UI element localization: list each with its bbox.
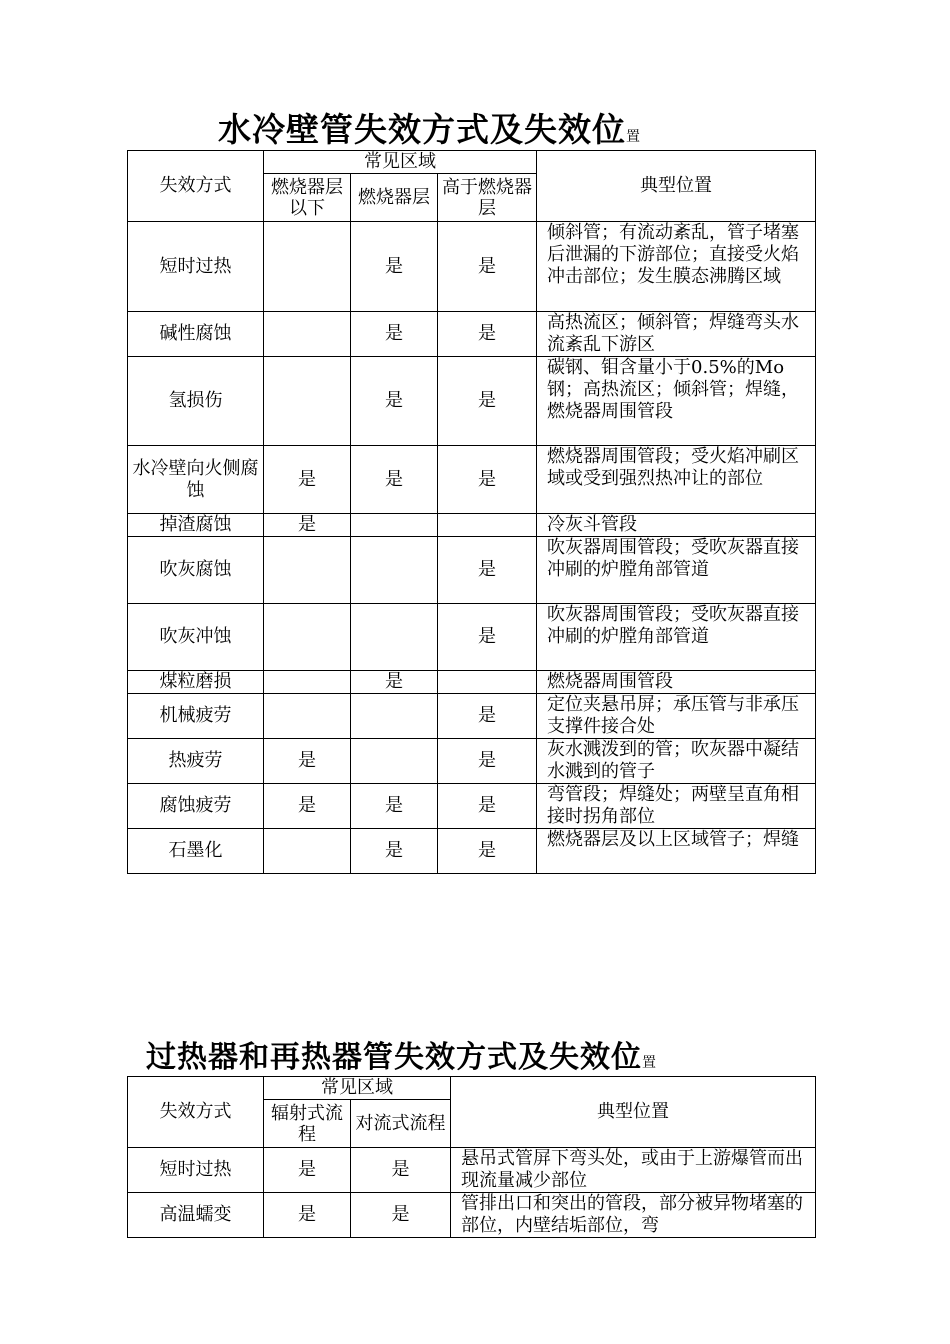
cell-below-burner bbox=[264, 604, 351, 671]
table-row bbox=[128, 1193, 816, 1238]
header-row bbox=[128, 151, 816, 174]
table-row bbox=[128, 694, 816, 739]
cell-above-burner: 是 bbox=[438, 357, 537, 446]
header-convective: 对流式流程 bbox=[351, 1100, 451, 1148]
cell-mode: 水冷壁向火侧腐蚀 bbox=[128, 446, 264, 514]
cell-below-burner bbox=[264, 312, 351, 357]
cell-mode: 煤粒磨损 bbox=[128, 671, 264, 694]
cell-location: 管排出口和突出的管段，部分被异物堵塞的部位，内壁结垢部位，弯 bbox=[451, 1193, 816, 1238]
cell-at-burner: 是 bbox=[351, 784, 438, 829]
cell-at-burner: 是 bbox=[351, 222, 438, 312]
cell-location: 碳钢、钼含量小于0.5%的Mo钢；高热流区；倾斜管；焊缝，燃烧器周围管段 bbox=[537, 357, 816, 446]
cell-above-burner: 是 bbox=[438, 784, 537, 829]
cell-at-burner: 是 bbox=[351, 312, 438, 357]
table-row bbox=[128, 671, 816, 694]
cell-at-burner: 是 bbox=[351, 829, 438, 874]
cell-at-burner: 是 bbox=[351, 357, 438, 446]
cell-radiant: 是 bbox=[264, 1148, 351, 1193]
cell-mode: 腐蚀疲劳 bbox=[128, 784, 264, 829]
cell-location: 高热流区；倾斜管；焊缝弯头水流紊乱下游区 bbox=[537, 312, 816, 357]
cell-above-burner: 是 bbox=[438, 694, 537, 739]
superheater-failure-table bbox=[127, 1076, 816, 1238]
table-row bbox=[128, 312, 816, 357]
cell-at-burner: 是 bbox=[351, 446, 438, 514]
table-row bbox=[128, 357, 816, 446]
cell-above-burner: 是 bbox=[438, 222, 537, 312]
header-above-burner: 高于燃烧器层 bbox=[438, 174, 537, 222]
cell-mode: 石墨化 bbox=[128, 829, 264, 874]
table-row bbox=[128, 784, 816, 829]
cell-below-burner: 是 bbox=[264, 739, 351, 784]
cell-radiant: 是 bbox=[264, 1193, 351, 1238]
header-row bbox=[128, 1077, 816, 1100]
header-location: 典型位置 bbox=[451, 1077, 816, 1148]
cell-mode: 吹灰腐蚀 bbox=[128, 537, 264, 604]
cell-above-burner: 是 bbox=[438, 739, 537, 784]
table-row bbox=[128, 829, 816, 874]
cell-below-burner bbox=[264, 357, 351, 446]
cell-location: 吹灰器周围管段；受吹灰器直接冲刷的炉膛角部管道 bbox=[537, 537, 816, 604]
header-mode: 失效方式 bbox=[128, 1077, 264, 1148]
cell-below-burner: 是 bbox=[264, 514, 351, 537]
waterwall-failure-table bbox=[127, 150, 816, 874]
cell-location: 弯管段；焊缝处；两壁呈直角相接时拐角部位 bbox=[537, 784, 816, 829]
cell-below-burner: 是 bbox=[264, 446, 351, 514]
cell-location: 燃烧器周围管段；受火焰冲刷区域或受到强烈热冲让的部位 bbox=[537, 446, 816, 514]
cell-above-burner: 是 bbox=[438, 829, 537, 874]
cell-location: 灰水溅泼到的管；吹灰器中凝结水溅到的管子 bbox=[537, 739, 816, 784]
cell-convective: 是 bbox=[351, 1193, 451, 1238]
cell-below-burner bbox=[264, 671, 351, 694]
header-radiant: 辐射式流程 bbox=[264, 1100, 351, 1148]
cell-mode: 碱性腐蚀 bbox=[128, 312, 264, 357]
cell-below-burner bbox=[264, 537, 351, 604]
header-below-burner: 燃烧器层以下 bbox=[264, 174, 351, 222]
cell-above-burner bbox=[438, 671, 537, 694]
cell-below-burner bbox=[264, 222, 351, 312]
table-row bbox=[128, 446, 816, 514]
header-location: 典型位置 bbox=[537, 151, 816, 222]
cell-location: 定位夹悬吊屏；承压管与非承压支撑件接合处 bbox=[537, 694, 816, 739]
cell-above-burner: 是 bbox=[438, 537, 537, 604]
cell-mode: 吹灰冲蚀 bbox=[128, 604, 264, 671]
header-region: 常见区域 bbox=[264, 1077, 451, 1100]
cell-mode: 短时过热 bbox=[128, 1148, 264, 1193]
header-at-burner: 燃烧器层 bbox=[351, 174, 438, 222]
page-title-waterwall bbox=[218, 104, 640, 151]
cell-above-burner bbox=[438, 514, 537, 537]
table-row bbox=[128, 514, 816, 537]
table-row bbox=[128, 604, 816, 671]
cell-at-burner bbox=[351, 537, 438, 604]
cell-mode: 热疲劳 bbox=[128, 739, 264, 784]
cell-at-burner bbox=[351, 694, 438, 739]
title-main: 水冷壁管失效方式及失效位 bbox=[218, 110, 626, 149]
title-tail: 置 bbox=[626, 129, 640, 145]
table-row bbox=[128, 1148, 816, 1193]
cell-at-burner bbox=[351, 514, 438, 537]
header-region: 常见区域 bbox=[264, 151, 537, 174]
cell-location: 燃烧器层及以上区域管子；焊缝 bbox=[537, 829, 816, 874]
cell-at-burner: 是 bbox=[351, 671, 438, 694]
cell-mode: 机械疲劳 bbox=[128, 694, 264, 739]
table-row bbox=[128, 739, 816, 784]
cell-mode: 短时过热 bbox=[128, 222, 264, 312]
cell-above-burner: 是 bbox=[438, 312, 537, 357]
cell-at-burner bbox=[351, 604, 438, 671]
cell-at-burner bbox=[351, 739, 438, 784]
cell-above-burner: 是 bbox=[438, 446, 537, 514]
title-main: 过热器和再热器管失效方式及失效位 bbox=[146, 1040, 642, 1075]
page-title-superheater bbox=[146, 1032, 656, 1076]
cell-below-burner bbox=[264, 829, 351, 874]
table-row bbox=[128, 537, 816, 604]
cell-below-burner bbox=[264, 694, 351, 739]
cell-mode: 氢损伤 bbox=[128, 357, 264, 446]
cell-convective: 是 bbox=[351, 1148, 451, 1193]
cell-location: 吹灰器周围管段；受吹灰器直接冲刷的炉膛角部管道 bbox=[537, 604, 816, 671]
cell-mode: 高温蠕变 bbox=[128, 1193, 264, 1238]
cell-location: 燃烧器周围管段 bbox=[537, 671, 816, 694]
cell-location: 冷灰斗管段 bbox=[537, 514, 816, 537]
table-row bbox=[128, 222, 816, 312]
cell-above-burner: 是 bbox=[438, 604, 537, 671]
cell-below-burner: 是 bbox=[264, 784, 351, 829]
header-mode: 失效方式 bbox=[128, 151, 264, 222]
title-tail: 置 bbox=[642, 1055, 656, 1071]
cell-mode: 掉渣腐蚀 bbox=[128, 514, 264, 537]
cell-location: 倾斜管；有流动紊乱，管子堵塞后泄漏的下游部位；直接受火焰冲击部位；发生膜态沸腾区域 bbox=[537, 222, 816, 312]
cell-location: 悬吊式管屏下弯头处，或由于上游爆管而出现流量减少部位 bbox=[451, 1148, 816, 1193]
